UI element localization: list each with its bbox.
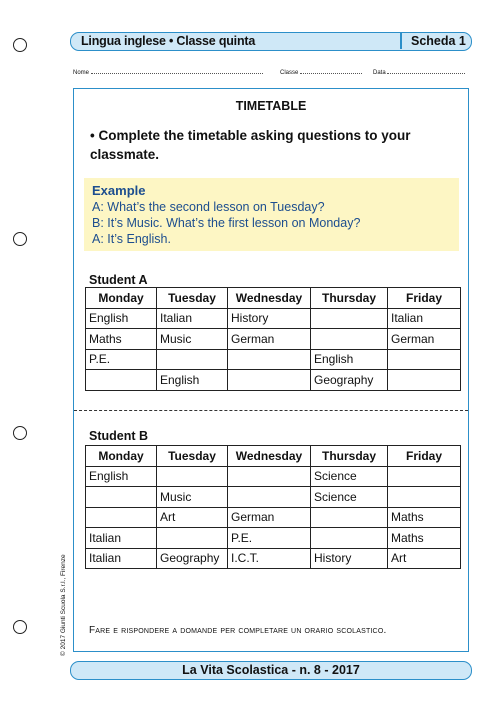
table-row [86,487,461,508]
binder-hole [13,38,27,52]
table-cell[interactable] [388,349,461,370]
class-blank[interactable] [300,68,362,74]
table-cell[interactable] [86,370,157,391]
table-cell[interactable] [86,507,157,528]
table-cell[interactable]: Maths [388,507,461,528]
student-a-label: Student A [89,273,148,287]
table-row [86,370,461,391]
day-header: Wednesday [228,288,311,309]
table-row [86,349,461,370]
table-cell[interactable]: English [86,466,157,487]
table-cell[interactable]: Art [157,507,228,528]
table-cell[interactable]: German [228,329,311,350]
table-cell[interactable]: German [228,507,311,528]
table-row [86,329,461,350]
table-cell[interactable] [388,487,461,508]
table-cell[interactable] [86,487,157,508]
table-row [86,528,461,549]
table-cell[interactable]: Italian [86,548,157,569]
student-b-timetable [85,445,461,569]
day-header: Friday [388,446,461,467]
header-bar [70,32,472,51]
table-cell[interactable]: Science [311,466,388,487]
example-line: B: It’s Music. What’s the first lesson on Monday? [92,216,361,230]
day-header: Thursday [311,288,388,309]
table-row [86,548,461,569]
table-cell[interactable]: History [311,548,388,569]
day-header: Monday [86,288,157,309]
example-title: Example [92,183,146,198]
table-cell[interactable]: Music [157,329,228,350]
worksheet-frame [73,88,469,652]
table-row [86,308,461,329]
header-row [86,446,461,467]
name-label: Nome [73,70,90,76]
header-row [86,288,461,309]
date-label: Data [373,70,386,76]
example-line: A: What’s the second lesson on Tuesday? [92,200,325,214]
table-cell[interactable]: Science [311,487,388,508]
table-cell[interactable] [228,349,311,370]
table-cell[interactable] [228,487,311,508]
day-header: Tuesday [157,288,228,309]
copyright-notice: © 2017 Giunti Scuola S.r.l., Firenze [60,554,67,656]
name-field[interactable] [73,68,263,76]
table-cell[interactable]: Italian [157,308,228,329]
table-cell[interactable]: P.E. [228,528,311,549]
day-header: Tuesday [157,446,228,467]
table-row [86,466,461,487]
header-divider [400,33,402,49]
table-cell[interactable]: Art [388,548,461,569]
footer-bar [70,661,472,680]
table-cell[interactable] [157,528,228,549]
example-line: A: It’s English. [92,232,171,246]
example-box [84,178,459,251]
sheet-number: Scheda 1 [411,34,466,48]
date-field[interactable] [373,68,465,76]
table-cell[interactable] [311,308,388,329]
table-cell[interactable]: German [388,329,461,350]
table-cell[interactable]: English [157,370,228,391]
cut-line [74,410,468,411]
date-blank[interactable] [387,68,465,74]
table-cell[interactable]: Maths [388,528,461,549]
table-cell[interactable] [157,466,228,487]
name-blank[interactable] [91,68,263,74]
table-cell[interactable] [388,370,461,391]
publication-label: La Vita Scolastica - n. 8 - 2017 [182,663,360,677]
table-cell[interactable] [157,349,228,370]
table-cell[interactable]: Italian [86,528,157,549]
student-a-timetable [85,287,461,391]
binder-hole [13,620,27,634]
binder-hole [13,426,27,440]
table-cell[interactable]: Geography [157,548,228,569]
table-cell[interactable] [388,466,461,487]
table-cell[interactable] [228,466,311,487]
table-row [86,507,461,528]
table-cell[interactable]: I.C.T. [228,548,311,569]
day-header: Wednesday [228,446,311,467]
table-cell[interactable] [228,370,311,391]
day-header: Thursday [311,446,388,467]
binder-hole [13,232,27,246]
table-cell[interactable]: Maths [86,329,157,350]
objective-note: Fare e rispondere a domande per completare un orario scolastico. [89,625,387,636]
table-cell[interactable] [311,528,388,549]
table-cell[interactable] [311,329,388,350]
table-cell[interactable]: Music [157,487,228,508]
table-cell[interactable]: English [86,308,157,329]
worksheet-title: TIMETABLE [235,99,307,113]
table-cell[interactable] [311,507,388,528]
table-cell[interactable]: Italian [388,308,461,329]
day-header: Friday [388,288,461,309]
table-cell[interactable]: English [311,349,388,370]
class-field[interactable] [280,68,362,76]
day-header: Monday [86,446,157,467]
instruction-text: • Complete the timetable asking questions to your classmate. [90,128,411,162]
class-label: Classe [280,70,299,76]
table-cell[interactable]: P.E. [86,349,157,370]
subject-label: Lingua inglese • Classe quinta [81,34,256,48]
table-cell[interactable]: History [228,308,311,329]
student-b-label: Student B [89,429,149,443]
table-cell[interactable]: Geography [311,370,388,391]
